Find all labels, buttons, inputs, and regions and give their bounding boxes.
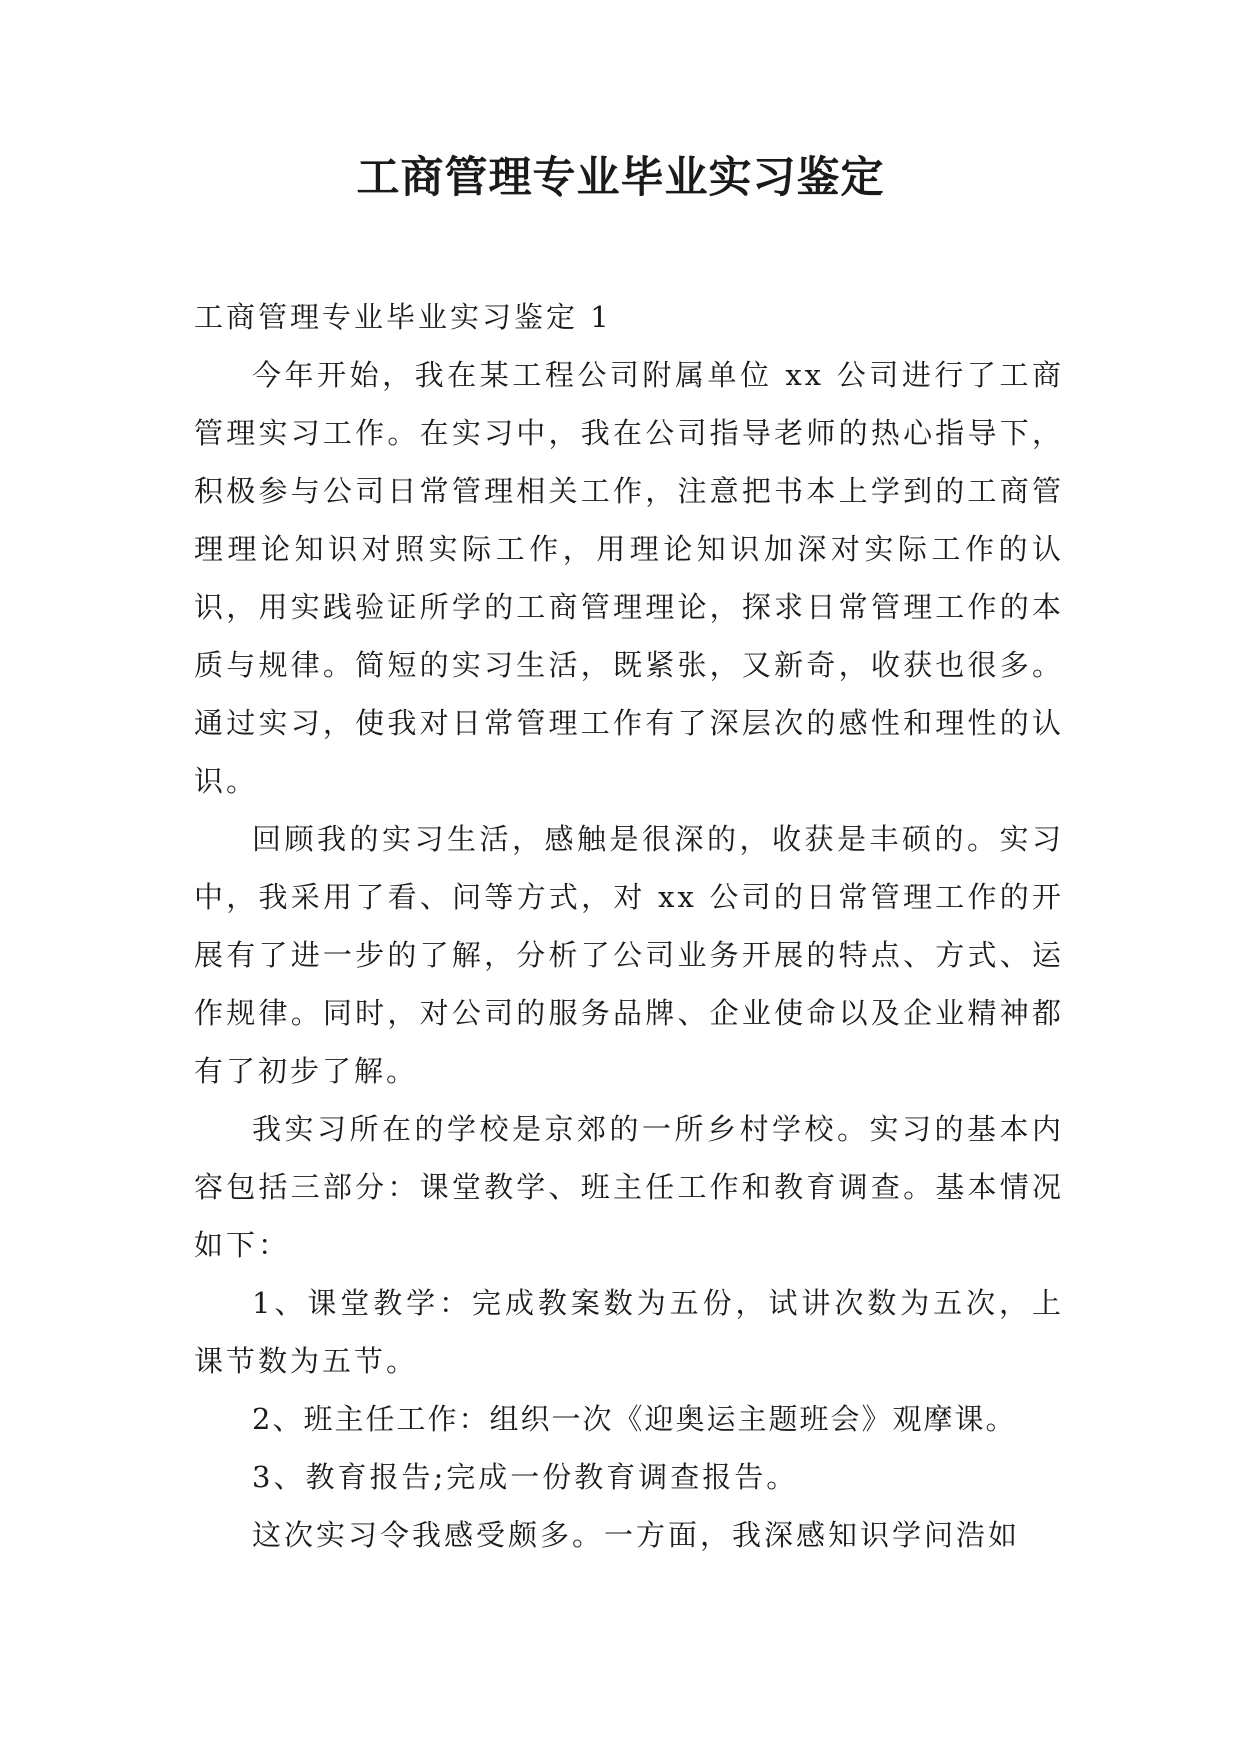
- document-body: [194, 288, 1064, 1564]
- paragraph-school: 我实习所在的学校是京郊的一所乡村学校。实习的基本内容包括三部分：课堂教学、班主任工作和教育调查。基本情况如下：: [194, 1112, 1064, 1262]
- document-title: 工商管理专业毕业实习鉴定: [356, 153, 885, 203]
- section-heading: 工商管理专业毕业实习鉴定 1: [194, 300, 612, 334]
- paragraph-intro: 今年开始，我在某工程公司附属单位 xx 公司进行了工商管理实习工作。在实习中，我在公司指导老师的热心指导下，积极参与公司日常管理相关工作，注意把书本上学到的工商管理理论知识对照实际工作，用理论知识加深对实际工作的认识，用实践验证所学的工商管理理论，探求日常管理工作的本质与规律。简短的实习生活，既紧张，又新奇，收获也很多。通过实习，使我对日常管理工作有了深层次的感性和理性的认识。: [194, 358, 1064, 798]
- paragraph-reflection: 这次实习令我感受颇多。一方面，我深感知识学问浩如: [252, 1518, 1021, 1552]
- list-item-class-teacher: 2、班主任工作：组织一次《迎奥运主题班会》观摩课。: [252, 1402, 1017, 1436]
- list-item-teaching: 1、课堂教学：完成教案数为五份，试讲次数为五次，上课节数为五节。: [194, 1286, 1064, 1378]
- list-item-report: 3、教育报告;完成一份教育调查报告。: [252, 1460, 799, 1494]
- paragraph-review: 回顾我的实习生活，感触是很深的，收获是丰硕的。实习中，我采用了看、问等方式，对 xx 公司的日常管理工作的开展有了进一步的了解，分析了公司业务开展的特点、方式、运作规律。同时，对公司的服务品牌、企业使命以及企业精神都有了初步了解。: [194, 822, 1064, 1088]
